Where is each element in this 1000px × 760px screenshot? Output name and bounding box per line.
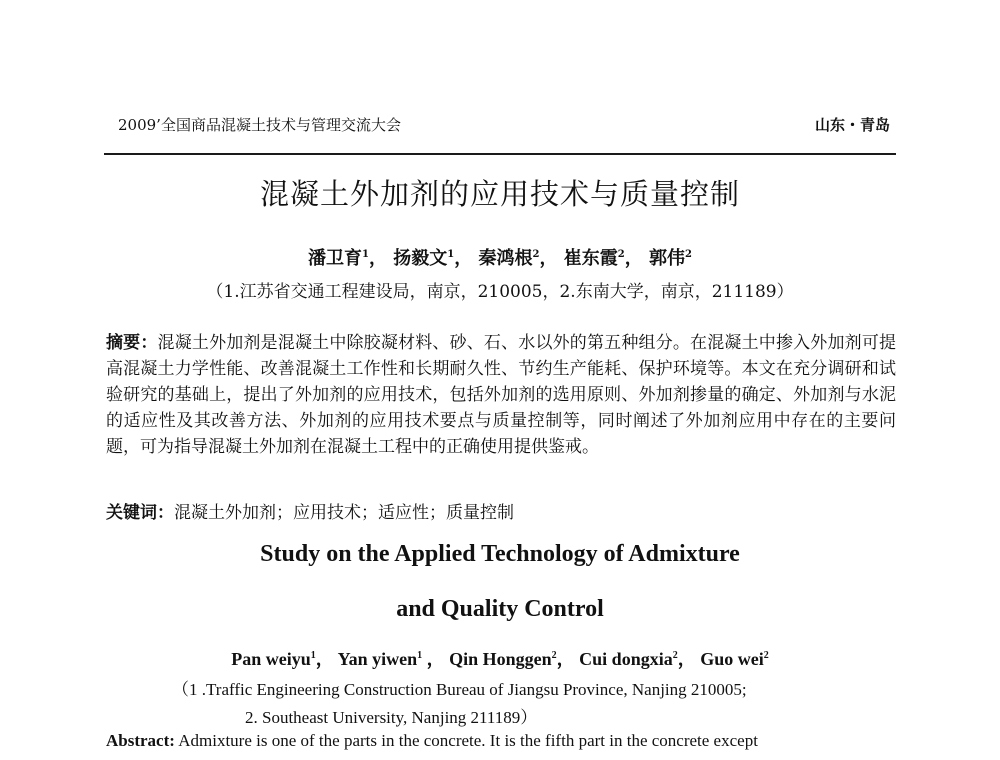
abstract-chinese: [106, 330, 896, 460]
page-crop-edge: [0, 755, 1000, 760]
english-author-affiliation-mark: 1: [310, 650, 316, 661]
keywords-chinese: [106, 500, 896, 526]
keywords-text-chinese: 混凝土外加剂；应用技术；适应性；质量控制: [174, 503, 514, 523]
affiliation-english-line2: 2. Southeast University, Nanjing 211189）: [245, 708, 538, 727]
chinese-author-name: 郭伟: [649, 248, 686, 269]
paper-title-english-line1: Study on the Applied Technology of Admixture: [260, 541, 740, 567]
conference-name: 2009’全国商品混凝土技术与管理交流大会: [118, 116, 401, 134]
english-author-separator: ，: [677, 649, 701, 669]
english-author-affiliation-mark: 2: [763, 650, 769, 661]
chinese-author-affiliation-mark: 2: [685, 249, 692, 260]
english-author-name: Yan yiwen: [337, 649, 418, 669]
chinese-author-affiliation-mark: 1: [447, 249, 455, 260]
english-author-name: Qin Honggen: [449, 649, 552, 669]
header-divider: [104, 153, 896, 155]
english-author-name: Guo wei: [700, 649, 764, 669]
chinese-author-name: 扬毅文: [393, 248, 448, 269]
keywords-label-chinese: 关键词：: [106, 503, 174, 523]
abstract-label-english: Abstract:: [106, 731, 175, 750]
english-author-separator: ，: [315, 649, 338, 669]
english-author-name: Pan weiyu: [231, 649, 311, 669]
abstract-text-chinese: 混凝土外加剂是混凝土中除胶凝材料、砂、石、水以外的第五种组分。在混凝土中掺入外加剂可提高混凝土力学性能、改善混凝土工作性和长期耐久性、节约生产能耗、保护环境等。本文在充分调研和试验研究的基础上，提出了外加剂的应用技术，包括外加剂的选用原则、外加剂掺量的确定、外加剂与水泥的适应性及其改善方法、外加剂的应用技术要点与质量控制等，同时阐述了外加剂应用中存在的主要问题，可为指导混凝土外加剂在混凝土工程中的正确使用提供鉴戒。: [106, 333, 897, 457]
chinese-author-separator: ，: [624, 248, 650, 269]
chinese-author-name: 潘卫育: [308, 248, 363, 269]
affiliation-chinese: （1.江苏省交通工程建设局，南京，210005，2.东南大学，南京，211189）: [206, 282, 794, 302]
chinese-author-affiliation-mark: 2: [532, 249, 540, 260]
english-author-separator: ，: [556, 649, 580, 669]
chinese-author-separator: ，: [454, 248, 479, 269]
english-author-affiliation-mark: 2: [672, 650, 678, 661]
chinese-author-affiliation-mark: 1: [362, 249, 369, 260]
paper-title-chinese: 混凝土外加剂的应用技术与质量控制: [259, 177, 740, 211]
paper-title-english-line2: and Quality Control: [396, 596, 604, 622]
affiliation-english-line1: （1 .Traffic Engineering Construction Bureau of Jiangsu Province, Nanjing 210005;: [172, 680, 747, 699]
abstract-text-english: Admixture is one of the parts in the concrete. It is the fifth part in the concrete except: [174, 731, 758, 750]
chinese-author-affiliation-mark: 2: [617, 249, 625, 260]
chinese-author-name: 秦鸿根: [478, 248, 533, 269]
abstract-english: [106, 731, 758, 751]
chinese-author-name: 崔东霞: [563, 248, 618, 269]
conference-location: 山东・青岛: [814, 116, 890, 134]
chinese-author-separator: ，: [539, 248, 564, 269]
english-author-affiliation-mark: 2: [551, 650, 557, 661]
english-author-affiliation-mark: 1: [417, 650, 423, 661]
author-list-chinese: [0, 244, 1000, 270]
abstract-label-chinese: 摘要：: [106, 333, 158, 353]
english-author-separator: ，: [422, 649, 450, 669]
author-list-english: [0, 645, 1000, 671]
chinese-author-separator: ，: [368, 248, 394, 269]
english-author-name: Cui dongxia: [579, 649, 673, 669]
